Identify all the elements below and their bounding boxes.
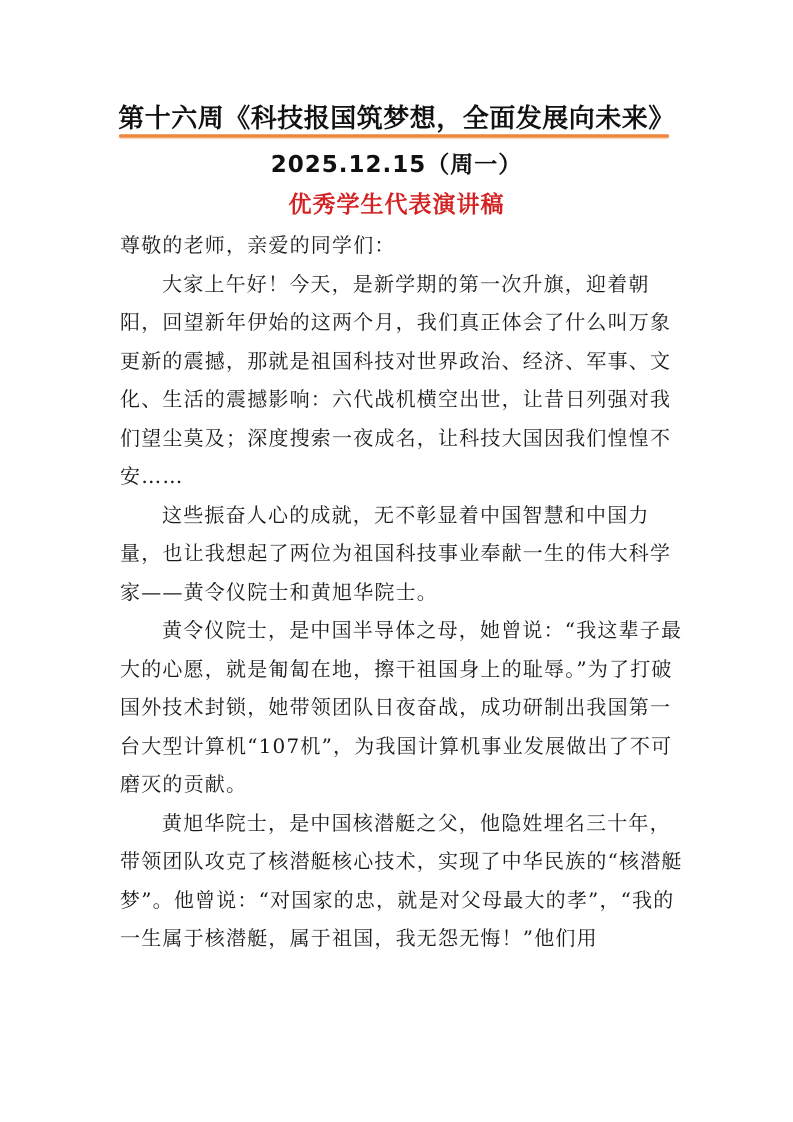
paragraph-3: 黄令仪院士，是中国半导体之母，她曾说：“我这辈子最大的心愿，就是匍匐在地，擦干祖国身上的耻辱。”为了打破国外技术封锁，她带领团队日夜奋战，成功研制出我国第一台大型计算机“107机”，为我国计算机事业发展做出了不可磨灭的贡献。 <box>120 618 683 796</box>
salutation: 尊敬的老师，亲爱的同学们： <box>120 233 396 257</box>
document-date: 2025.12.15（周一） <box>270 152 523 178</box>
title-underline <box>119 134 669 138</box>
paragraph-2: 这些振奋人心的成就，无不彰显着中国智慧和中国力量，也让我想起了两位为祖国科技事业奉献一生的伟大科学家——黄令仪院士和黄旭华院士。 <box>120 502 672 604</box>
speech-body <box>120 226 688 958</box>
document-title: 第十六周《科技报国筑梦想，全面发展向未来》 <box>118 104 675 134</box>
paragraph-4: 黄旭华院士，是中国核潜艇之父，他隐姓埋名三十年，带领团队攻克了核潜艇核心技术，实现了中华民族的“核潜艇梦”。他曾说：“对国家的忠，就是对父母最大的孝”，“我的一生属于核潜艇，属于祖国，我无怨无悔！”他们用 <box>120 810 683 950</box>
document-subtitle: 优秀学生代表演讲稿 <box>288 192 505 218</box>
paragraph-1: 大家上午好！今天，是新学期的第一次升旗，迎着朝阳，回望新年伊始的这两个月，我们真正体会了什么叫万象更新的震撼，那就是祖国科技对世界政治、经济、军事、文化、生活的震撼影响：六代战机横空出世，让昔日列强对我们望尘莫及；深度搜索一夜成名，让科技大国因我们惶惶不安…… <box>120 271 672 488</box>
